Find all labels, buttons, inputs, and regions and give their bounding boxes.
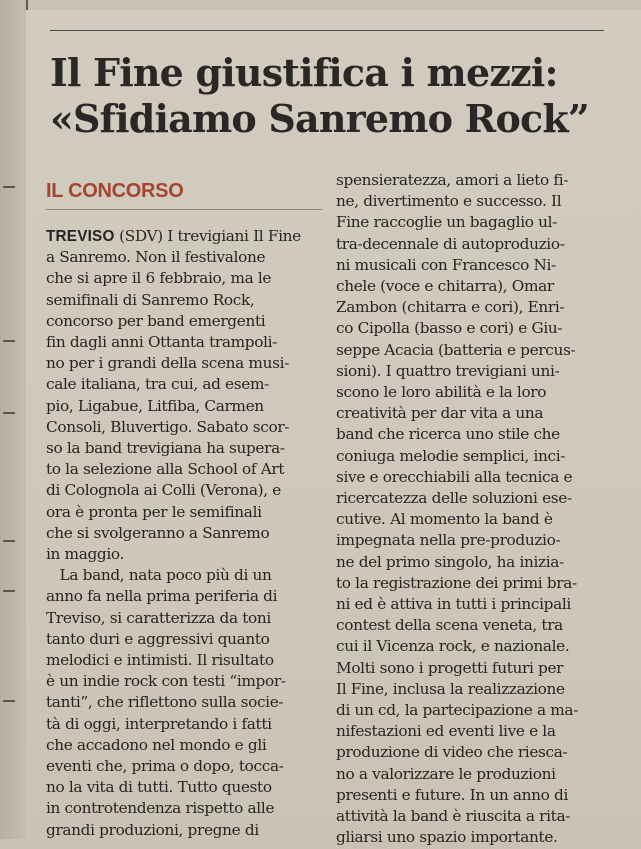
text-line: ne del primo singolo, ha inizia- — [336, 552, 564, 571]
headline-line-1: Il Fine giustifica i mezzi: — [50, 50, 558, 95]
text-line: grandi produzioni, pregne di — [46, 820, 259, 839]
text-line: no la vita di tutti. Tutto questo — [46, 778, 272, 797]
adjacent-page-edge — [0, 0, 26, 839]
dateline: TREVISO — [46, 228, 115, 245]
text-line: co Cipolla (basso e cori) e Giu- — [336, 319, 563, 338]
text-line: Il Fine, inclusa la realizzazione — [336, 679, 565, 698]
text-line: anno fa nella prima periferia di — [46, 587, 278, 606]
right-column-body — [336, 170, 578, 849]
text-line: sioni). I quattro trevigiani uni- — [336, 361, 560, 380]
text-line: fin dagli anni Ottanta trampoli- — [46, 333, 277, 352]
text-line: coniuga melodie semplici, inci- — [336, 446, 566, 465]
text-line: La band, nata poco più di un — [46, 566, 272, 585]
article-column-left — [46, 226, 301, 841]
text-line: tra-decennale di autoproduzio- — [336, 234, 565, 253]
text-line: spensieratezza, amori a lieto fi- — [336, 171, 569, 189]
text-line: no a valorizzare le produzioni — [336, 764, 556, 783]
text-line: eventi che, prima o dopo, tocca- — [46, 757, 284, 776]
text-line: contest della scena veneta, tra — [336, 616, 563, 635]
first-line-text: (SDV) I trevigiani Il Fine — [114, 227, 301, 245]
text-line: in maggio. — [46, 545, 125, 564]
text-line: che si svolgeranno a Sanremo — [46, 523, 270, 542]
article-column-right — [336, 170, 578, 849]
text-line: a Sanremo. Non il festivalone — [46, 248, 266, 267]
text-line: impegnata nella pre-produzio- — [336, 531, 561, 550]
text-line: creatività per dar vita a una — [336, 404, 544, 423]
text-line: so la band trevigiana ha supera- — [46, 439, 285, 458]
text-line: concorso per band emergenti — [46, 311, 266, 330]
text-line: Consoli, Bluvertigo. Sabato scor- — [46, 417, 290, 436]
text-line: Zambon (chitarra e cori), Enri- — [336, 298, 565, 317]
text-line: seppe Acacia (batteria e percus- — [336, 340, 576, 359]
top-rule — [50, 30, 604, 31]
kicker-rule — [46, 209, 322, 210]
text-line: gliarsi uno spazio importante. — [336, 828, 558, 847]
text-line: cutive. Al momento la band è — [336, 510, 553, 529]
text-line: ne, divertimento e successo. Il — [336, 192, 562, 211]
text-line: nifestazioni ed eventi live e la — [336, 722, 556, 741]
text-line: melodici e intimisti. Il risultato — [46, 651, 274, 670]
text-line: scono le loro abilità e la loro — [336, 383, 547, 402]
section-kicker: IL CONCORSO — [46, 180, 184, 202]
text-line: tà di oggi, interpretando i fatti — [46, 714, 272, 733]
text-line: tanto duri e aggressivi quanto — [46, 629, 270, 648]
text-line: ora è pronta per le semifinali — [46, 502, 262, 521]
text-line: in controtendenza rispetto alle — [46, 799, 275, 818]
text-line: ni musicali con Francesco Ni- — [336, 255, 556, 274]
text-line: Fine raccoglie un bagaglio ul- — [336, 213, 557, 232]
text-line: semifinali di Sanremo Rock, — [46, 290, 255, 309]
text-line: cale italiana, tra cui, ad esem- — [46, 375, 269, 394]
headline-line-2: «Sfidiamo Sanremo Rock” — [50, 96, 589, 141]
text-line: chele (voce e chitarra), Omar — [336, 277, 554, 296]
text-line: di Colognola ai Colli (Verona), e — [46, 481, 281, 500]
text-line: to la selezione alla School of Art — [46, 460, 285, 479]
text-line: pio, Ligabue, Litfiba, Carmen — [46, 396, 264, 415]
article-headline — [50, 50, 610, 142]
text-line: produzione di video che riesca- — [336, 743, 568, 762]
text-line: no per i grandi della scena musi- — [46, 354, 289, 373]
text-line: ricercatezza delle soluzioni ese- — [336, 489, 572, 508]
text-line: Molti sono i progetti futuri per — [336, 658, 564, 677]
text-line — [46, 226, 301, 247]
text-line: presenti e future. In un anno di — [336, 785, 569, 804]
text-line: Treviso, si caratterizza da toni — [46, 608, 271, 627]
text-line: è un indie rock con testi “impor- — [46, 672, 286, 691]
text-line: di un cd, la partecipazione a ma- — [336, 701, 579, 720]
text-line: che accadono nel mondo e gli — [46, 735, 267, 754]
text-line: band che ricerca uno stile che — [336, 425, 560, 444]
text-line: sive e orecchiabili alla tecnica e — [336, 467, 573, 486]
text-line: to la registrazione dei primi bra- — [336, 573, 577, 592]
text-line: tanti”, che riflettono sulla socie- — [46, 693, 284, 712]
left-column-body — [46, 247, 301, 841]
text-line: che si apre il 6 febbraio, ma le — [46, 269, 272, 288]
text-line: attività la band è riuscita a rita- — [336, 807, 571, 826]
text-line: cui il Vicenza rock, e nazionale. — [336, 637, 570, 656]
text-line: ni ed è attiva in tutti i principali — [336, 595, 571, 614]
